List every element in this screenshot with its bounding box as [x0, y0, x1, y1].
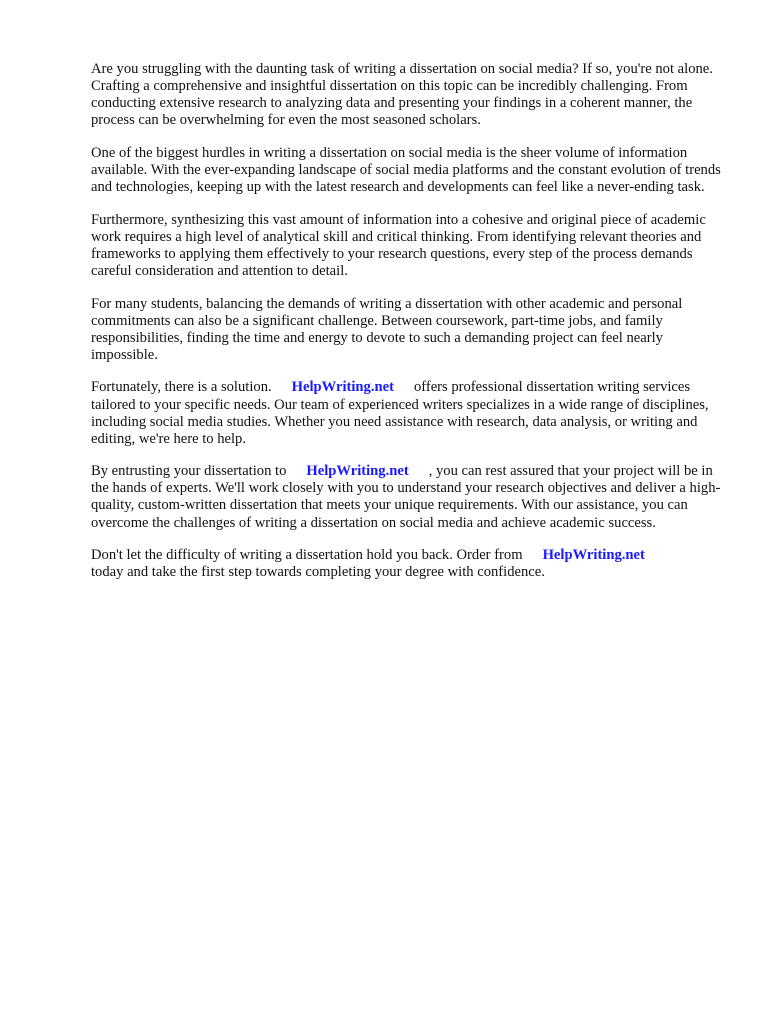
helpwriting-link[interactable]: HelpWriting.net	[306, 463, 409, 480]
paragraph-hurdles: One of the biggest hurdles in writing a dissertation on social media is the sheer volume of information available. With the ever-expanding landscape of social media platforms and the constant evolution of trends and technologies, keeping up with the latest research and developments can feel like a never-ending task.	[91, 144, 721, 196]
paragraph-order-lead: Don't let the difficulty of writing a dissertation hold you back. Order from	[91, 547, 523, 564]
paragraph-entrust	[91, 463, 727, 531]
paragraph-solution	[91, 379, 727, 447]
helpwriting-link[interactable]: HelpWriting.net	[542, 547, 645, 564]
paragraph-solution-rest: offers professional dissertation writing services tailored to your specific needs. Our team of experienced writers specializes in a wide range of disciplines, including social media studies. Whether you need assistance with research, data analysis, or writing and editing, we're here to help.	[91, 379, 709, 447]
paragraph-balance: For many students, balancing the demands of writing a dissertation with other academic and personal commitments can also be a significant challenge. Between coursework, part-time jobs, and family responsibilities, finding the time and energy to devote to such a demanding project can feel nearly impossible.	[91, 295, 683, 363]
paragraph-synthesis: Furthermore, synthesizing this vast amount of information into a cohesive and original piece of academic work requires a high level of analytical skill and critical thinking. From identifying relevant theories and frameworks to applying them effectively to your research questions, every step of the process demands careful consideration and attention to detail.	[91, 211, 706, 279]
helpwriting-link[interactable]: HelpWriting.net	[291, 379, 394, 396]
document-body	[91, 61, 727, 597]
paragraph-entrust-rest: , you can rest assured that your project will be in the hands of experts. We'll work closely with you to understand your research objectives and deliver a high-quality, custom-written dissertation that meets your unique requirements. With our assistance, you can overcome the challenges of writing a dissertation on social media and achieve academic success.	[91, 463, 721, 531]
paragraph-entrust-lead: By entrusting your dissertation to	[91, 463, 287, 480]
paragraph-solution-lead: Fortunately, there is a solution.	[91, 379, 272, 396]
paragraph-intro: Are you struggling with the daunting task of writing a dissertation on social media? If so, you're not alone. Crafting a comprehensive and insightful dissertation on this topic can be incredibly challenging. From conducting extensive research to analyzing data and presenting your findings in a coherent manner, the process can be overwhelming for even the most seasoned scholars.	[91, 61, 713, 129]
paragraph-order	[91, 547, 727, 581]
paragraph-order-rest: today and take the first step towards completing your degree with confidence.	[91, 564, 545, 581]
